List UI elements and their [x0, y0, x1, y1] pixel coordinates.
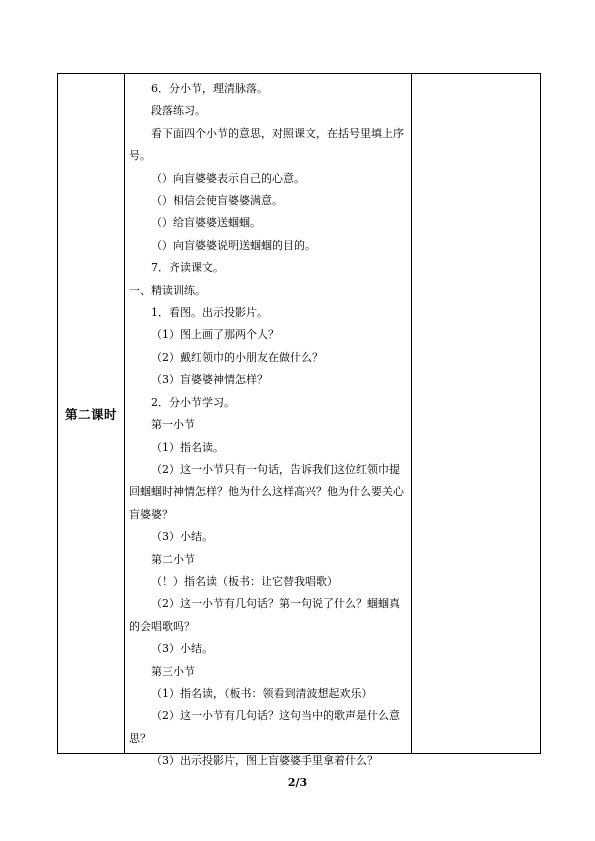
- column-divider: [124, 74, 125, 753]
- content-line: （1）指名读，（板书：领看到清波想起欢乐）: [151, 686, 373, 700]
- content-line: （2）这一小节有几句话？第一句说了什么？蝈蝈真的会唱歌吗？: [129, 597, 400, 633]
- content-line: 7．齐读课文。: [151, 261, 224, 275]
- column-divider: [411, 74, 412, 753]
- content-line: （）向盲婆婆说明送蝈蝈的目的。: [151, 238, 316, 252]
- content-line: 2．分小节学习。: [151, 395, 235, 409]
- page-number: 2/3: [287, 776, 308, 789]
- content-line: 看下面四个小节的意思，对照课文，在括号里填上序号。: [129, 126, 404, 163]
- content-line: （！）指名读（板书：让它替我唱歌）: [151, 574, 338, 588]
- content-line: 第一小节: [151, 418, 195, 432]
- lesson-content-cell: [129, 78, 409, 773]
- content-line: （）向盲婆婆表示自己的心意。: [151, 171, 305, 185]
- content-line: （3）小结。: [151, 530, 213, 544]
- content-line: （1）指名读。: [151, 440, 224, 454]
- content-line: （2）这一小节有几句话？这句当中的歌声是什么意思？: [129, 709, 400, 745]
- content-line: 1．看图。出示投影片。: [151, 306, 268, 320]
- content-line: 第三小节: [151, 664, 195, 678]
- lesson-plan-table: [57, 73, 541, 768]
- content-line: 一、精读训练。: [129, 283, 206, 297]
- content-line: （2）戴红领巾的小朋友在做什么？: [151, 350, 323, 364]
- content-line: （3）盲婆婆神情怎样？: [151, 373, 268, 387]
- content-line: 第二小节: [151, 552, 195, 566]
- content-line: （1）图上画了那两个人？: [151, 328, 279, 342]
- content-line: （3）小结。: [151, 642, 213, 656]
- content-line: 段落练习。: [151, 104, 206, 118]
- content-line: （）相信会使盲婆婆满意。: [151, 194, 283, 208]
- content-line: （）给盲婆婆送蝈蝈。: [151, 216, 261, 230]
- row-label: 第二课时: [64, 406, 117, 422]
- content-line: 6．分小节，理清脉落。: [151, 82, 268, 95]
- content-line: （3）出示投影片，图上盲婆婆手里拿着什么？: [151, 754, 378, 768]
- content-line: （2）这一小节只有一句话，告诉我们这位红领巾提回蝈蝈时神情怎样？他为什么这样高兴？他为什么要关心盲婆婆？: [129, 462, 404, 521]
- row-label-cell: [58, 74, 124, 753]
